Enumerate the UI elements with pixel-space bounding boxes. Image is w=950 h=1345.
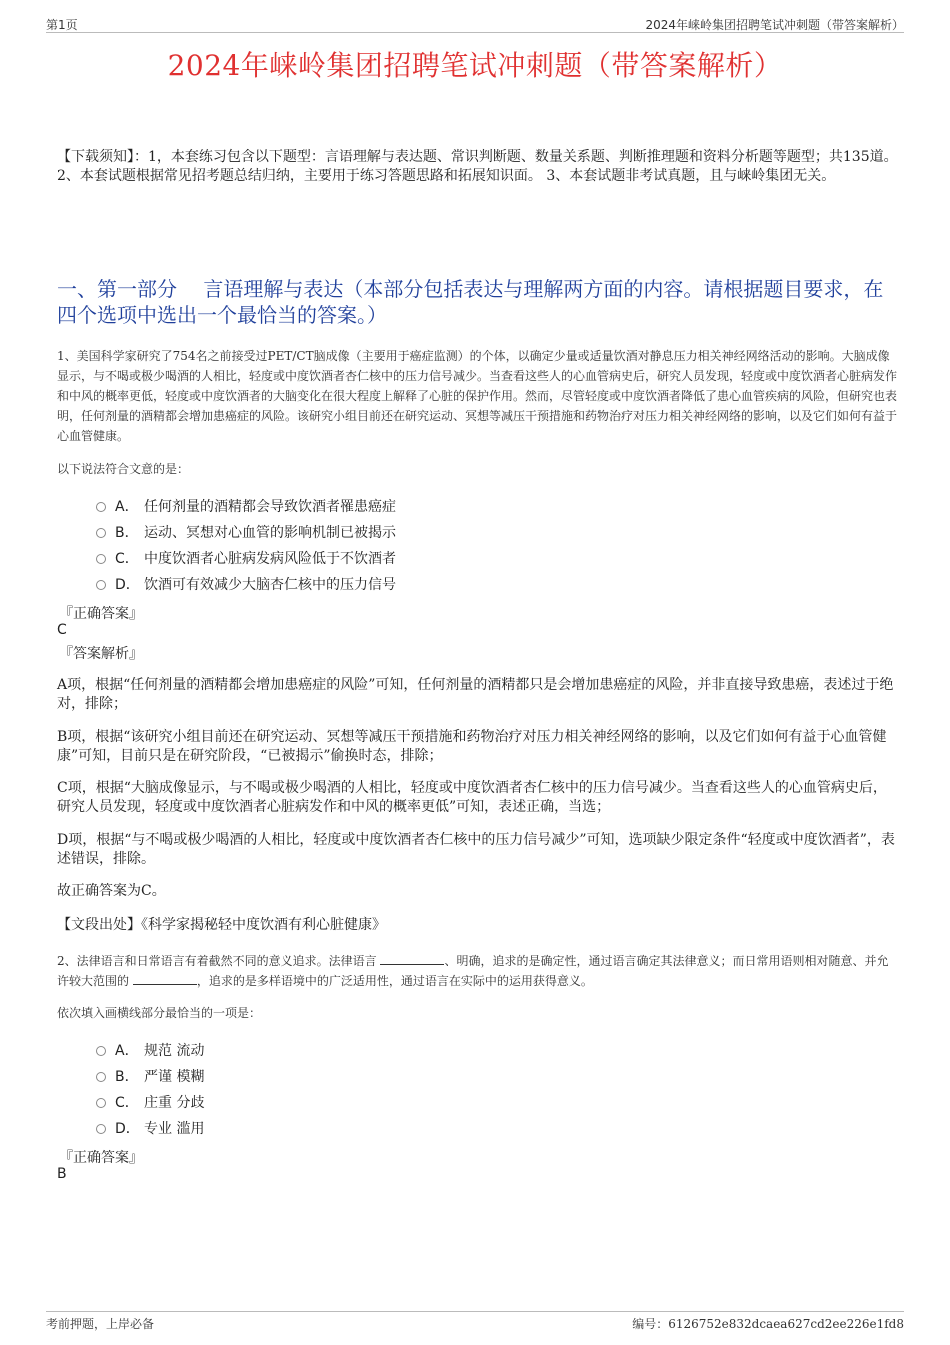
page-header <box>46 14 904 33</box>
question-1-prompt: 以下说法符合文意的是： <box>57 462 190 476</box>
q1-analysis-d: D项，根据“与不喝或极少喝酒的人相比，轻度或中度饮酒者杏仁核中的压力信号减少”可知，选项缺少限定条件“轻度或中度饮酒者”，表述错误，排除。 <box>57 832 895 867</box>
question-1-text: 1、美国科学家研究了754名之前接受过PET/CT脑成像（主要用于癌症监测）的个体，以确定少量或适量饮酒对静息压力相关神经网络活动的影响。大脑成像显示，与不喝或极少喝酒的人相比，轻度或中度饮酒者杏仁核中的压力信号减少。当查看这些人的心血管病史后，研究人员发现，轻度或中度饮酒者心脏病发作和中风的概率更低，轻度或中度饮酒者的大脑变化在很大程度上解释了心脏的保护作用。然而，尽管轻度或中度饮酒者降低了患心血管疾病的风险，但研究也表明，任何剂量的酒精都会增加患癌症的风险。该研究小组目前还在研究运动、冥想等减压干预措施和药物治疗对压力相关神经网络的影响，以及它们如何有益于心血管健康。 <box>57 349 898 443</box>
option-text: 饮酒可有效减少大脑杏仁核中的压力信号 <box>144 577 396 593</box>
q1-answer-label: 『正确答案』 <box>59 606 143 622</box>
q1-option-c[interactable] <box>96 548 796 574</box>
section-title: 一、第一部分 言语理解与表达（本部分包括表达与理解两方面的内容。请根据题目要求，在四个选项中选出一个最恰当的答案。） <box>57 277 884 327</box>
radio-icon[interactable] <box>96 502 106 512</box>
page-number: 第1页 <box>46 18 78 32</box>
question-1-options <box>96 496 796 600</box>
option-text: 庄重 分歧 <box>144 1095 205 1111</box>
radio-icon[interactable] <box>96 1124 106 1134</box>
option-text: 任何剂量的酒精都会导致饮酒者罹患癌症 <box>144 499 396 515</box>
q1-source: 【文段出处】《科学家揭秘轻中度饮酒有利心脏健康》 <box>57 917 386 933</box>
q1-answer: C <box>57 622 67 638</box>
q1-analysis-a: A项，根据“任何剂量的酒精都会增加患癌症的风险”可知，任何剂量的酒精都只是会增加患癌症的风险，并非直接导致患癌，表述过于绝对，排除； <box>57 677 894 712</box>
q1-option-a[interactable] <box>96 496 796 522</box>
fill-blank-1 <box>380 952 444 965</box>
q2-answer-label: 『正确答案』 <box>59 1150 143 1166</box>
option-letter: D． <box>115 577 140 593</box>
radio-icon[interactable] <box>96 1098 106 1108</box>
question-2-options <box>96 1040 796 1144</box>
option-letter: C． <box>115 551 139 567</box>
option-letter: C． <box>115 1095 139 1111</box>
q2-answer: B <box>57 1166 67 1182</box>
radio-icon[interactable] <box>96 1072 106 1082</box>
option-letter: A． <box>115 1043 139 1059</box>
radio-icon[interactable] <box>96 554 106 564</box>
question-2-text <box>57 951 899 991</box>
q2-option-c[interactable] <box>96 1092 796 1118</box>
option-letter: B． <box>115 1069 139 1085</box>
q2-text-part-1: 2、法律语言和日常语言有着截然不同的意义追求。法律语言 <box>57 954 381 968</box>
q1-analysis-b: B项，根据“该研究小组目前还在研究运动、冥想等减压干预措施和药物治疗对压力相关神经网络的影响，以及它们如何有益于心血管健康”可知，目前只是在研究阶段，“已被揭示”偷换时态，排除； <box>57 729 887 764</box>
q2-text-part-3: ，追求的是多样语境中的广泛适用性，通过语言在实际中的运用获得意义。 <box>196 974 593 988</box>
fill-blank-2 <box>133 972 197 985</box>
option-text: 严谨 模糊 <box>144 1069 205 1085</box>
q1-option-b[interactable] <box>96 522 796 548</box>
running-title: 2024年崃岭集团招聘笔试冲刺题（带答案解析） <box>645 18 904 32</box>
q2-option-b[interactable] <box>96 1066 796 1092</box>
document-title: 2024年崃岭集团招聘笔试冲刺题（带答案解析） <box>167 49 783 82</box>
document-id: 编号：6126752e832dcaea627cd2ee226e1fd8 <box>632 1317 904 1331</box>
radio-icon[interactable] <box>96 1046 106 1056</box>
q1-option-d[interactable] <box>96 574 796 600</box>
q1-conclusion: 故正确答案为C。 <box>57 883 166 899</box>
option-text: 运动、冥想对心血管的影响机制已被揭示 <box>144 525 396 541</box>
q2-text-part-2: 、明确，追求的是确定性，通过语言确定其法律意义；而日常用语则相对随意、并允许较大范围的 <box>57 954 889 988</box>
download-notice: 【下载须知】：1，本套练习包含以下题型：言语理解与表达题、常识判断题、数量关系题、判断推理题和资料分析题等题型；共135道。 2、本套试题根据常见招考题总结归纳，主要用于练习答题思路和拓展知识面。 3、本套试题非考试真题，且与崃岭集团无关。 <box>57 149 898 184</box>
question-2-prompt: 依次填入画横线部分最恰当的一项是： <box>57 1006 262 1020</box>
page-footer <box>46 1311 904 1332</box>
radio-icon[interactable] <box>96 580 106 590</box>
footer-slogan: 考前押题，上岸必备 <box>46 1317 155 1331</box>
option-letter: A． <box>115 499 139 515</box>
option-text: 中度饮酒者心脏病发病风险低于不饮酒者 <box>144 551 396 567</box>
q1-analysis-c: C项，根据“大脑成像显示，与不喝或极少喝酒的人相比，轻度或中度饮酒者杏仁核中的压力信号减少。当查看这些人的心血管病史后，研究人员发现，轻度或中度饮酒者心脏病发作和中风的概率更低”可知，表述正确，当选； <box>57 780 887 815</box>
q1-analysis-label: 『答案解析』 <box>59 646 143 662</box>
option-letter: D． <box>115 1121 140 1137</box>
q2-option-a[interactable] <box>96 1040 796 1066</box>
q2-option-d[interactable] <box>96 1118 796 1144</box>
radio-icon[interactable] <box>96 528 106 538</box>
option-text: 专业 滥用 <box>144 1121 205 1137</box>
option-text: 规范 流动 <box>144 1043 205 1059</box>
option-letter: B． <box>115 525 139 541</box>
